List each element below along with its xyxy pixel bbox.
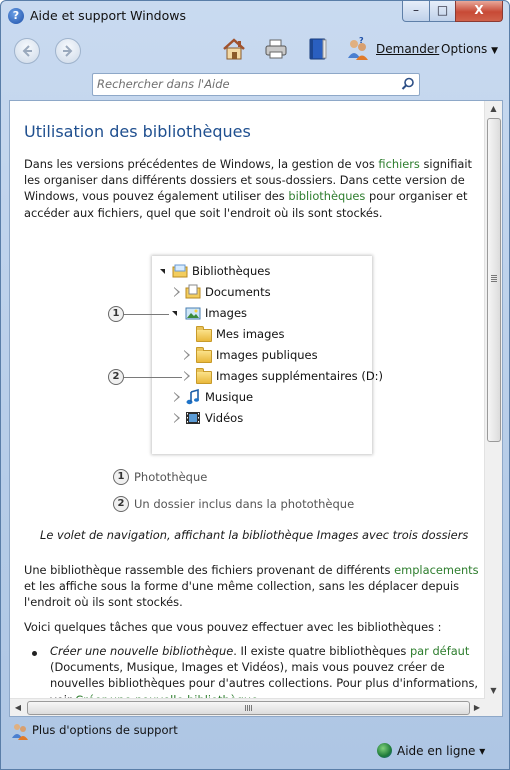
ask-button[interactable] <box>376 42 439 56</box>
home-icon[interactable] <box>221 36 247 62</box>
vertical-scroll-thumb[interactable] <box>487 118 501 442</box>
window-title: Aide et support Windows <box>30 8 186 23</box>
online-help-button[interactable]: Aide en ligne ▾ <box>397 744 486 758</box>
folder-icon <box>196 329 212 342</box>
grip-icon <box>247 705 248 711</box>
intro-text-3: pour organiser et accéder aux fichiers, quel que soit l'endroit où ils sont stockés. <box>24 189 468 220</box>
tasks-intro-paragraph: Voici quelques tâches que vous pouvez effectuer avec les bibliothèques : <box>24 620 442 634</box>
collapsed-arrow-inner <box>184 351 188 359</box>
film-strip-icon <box>185 410 201 426</box>
search-box[interactable] <box>92 73 420 96</box>
scroll-down-icon[interactable]: ▼ <box>490 686 497 695</box>
tree-label: Bibliothèques <box>192 264 271 278</box>
collapsed-arrow-inner <box>184 372 188 380</box>
callout-1-leader-line <box>124 314 169 315</box>
search-icon[interactable] <box>401 77 415 91</box>
grip-icon <box>491 277 497 278</box>
intro-text-2: signifiait les organiser dans différents dossiers et sous-dossiers. Dans cette version de Windows, vous pouvez également utiliser des <box>24 157 472 204</box>
tree-label: Images <box>205 306 248 320</box>
folder-icon <box>196 371 212 384</box>
legend-text: Un dossier inclus dans la photothèque <box>134 497 355 511</box>
bullet-text-1: . Il existe quatre bibliothèques <box>233 644 410 658</box>
options-button[interactable] <box>441 42 498 56</box>
music-note-icon <box>185 389 201 405</box>
more-support-options-link[interactable]: Plus d'options de support <box>32 723 178 737</box>
chevron-down-icon: ▼ <box>491 46 499 56</box>
para2-text-2: et les affiche sous la forme d'une même collection, sans les déplacer depuis l'endroit où ils sont stockés. <box>24 579 460 610</box>
forward-button[interactable] <box>55 38 81 64</box>
files-link[interactable]: fichiers <box>378 157 420 171</box>
navigation-pane-illustration <box>152 256 384 454</box>
expanded-arrow-icon <box>172 311 177 316</box>
ask-label: Demander <box>376 42 440 56</box>
maximize-button[interactable]: □ <box>429 1 456 22</box>
ask-people-icon[interactable] <box>345 36 371 62</box>
collapsed-arrow-inner <box>174 414 178 422</box>
legend-number: 2 <box>113 496 129 512</box>
browse-help-book-icon[interactable] <box>305 36 331 62</box>
back-button[interactable] <box>14 38 40 64</box>
close-button[interactable]: X <box>455 1 503 22</box>
libraries-link[interactable]: bibliothèques <box>288 189 366 204</box>
bullet-icon <box>32 651 37 656</box>
figure-caption: Le volet de navigation, affichant la bibliothèque Images avec trois dossiers <box>40 528 469 542</box>
print-icon[interactable] <box>263 36 289 62</box>
tree-label: Images supplémentaires (D:) <box>216 369 384 383</box>
tree-label: Images publiques <box>216 348 318 362</box>
help-content-pane[interactable] <box>9 100 503 717</box>
support-people-icon <box>11 722 29 740</box>
vertical-scrollbar[interactable] <box>484 101 502 699</box>
help-app-icon: ? <box>8 8 24 24</box>
search-input[interactable] <box>97 76 397 92</box>
collapsed-arrow-inner <box>174 288 178 296</box>
bullet-text-2: (Documents, Musique, Images et Vidéos), mais vous pouvez créer de nouvelles bibliothèques pour d'autres collections. Pour plus d'informations, <box>50 660 479 691</box>
tree-label: Documents <box>205 285 271 299</box>
intro-paragraph <box>24 156 482 221</box>
forward-arrow-icon <box>56 39 80 63</box>
globe-icon <box>377 743 392 758</box>
callout-2-leader-line <box>124 377 182 378</box>
libraries-folder-icon <box>172 263 188 279</box>
bullet-title: Créer une nouvelle bibliothèque <box>50 644 234 658</box>
svg-text:?: ? <box>359 36 364 45</box>
callout-2: 2 <box>108 369 124 385</box>
images-library-icon <box>185 305 201 321</box>
legend-number: 1 <box>113 469 129 485</box>
scrollbar-corner <box>485 699 502 716</box>
locations-link[interactable]: emplacements <box>394 563 479 577</box>
intro-text-1: Dans les versions précédentes de Windows, la gestion de vos <box>24 157 379 171</box>
horizontal-scrollbar[interactable] <box>10 698 485 716</box>
tree-label: Mes images <box>216 327 285 341</box>
para2-text-1: Une bibliothèque rassemble des fichiers provenant de différents <box>24 563 395 577</box>
title-bar[interactable] <box>1 1 509 31</box>
options-label: Options <box>441 42 488 56</box>
default-link[interactable]: par défaut <box>409 644 470 658</box>
scroll-up-icon[interactable]: ▲ <box>490 104 497 113</box>
article-heading: Utilisation des bibliothèques <box>24 122 251 141</box>
back-arrow-icon <box>15 39 39 63</box>
tree-label: Musique <box>205 390 254 404</box>
legend-text: Photothèque <box>134 470 208 484</box>
folder-icon <box>196 350 212 363</box>
scroll-left-icon[interactable]: ◀ <box>14 703 22 712</box>
documents-icon <box>185 284 201 300</box>
library-definition-paragraph <box>24 562 482 611</box>
scroll-right-icon[interactable]: ▶ <box>473 703 481 712</box>
tree-label: Vidéos <box>205 411 244 425</box>
expanded-arrow-icon <box>160 269 165 274</box>
minimize-button[interactable]: – <box>402 1 430 22</box>
toolbar <box>1 31 509 99</box>
collapsed-arrow-inner <box>174 393 178 401</box>
horizontal-scroll-thumb[interactable] <box>27 701 470 715</box>
status-bar <box>1 716 509 769</box>
callout-1: 1 <box>108 306 124 322</box>
